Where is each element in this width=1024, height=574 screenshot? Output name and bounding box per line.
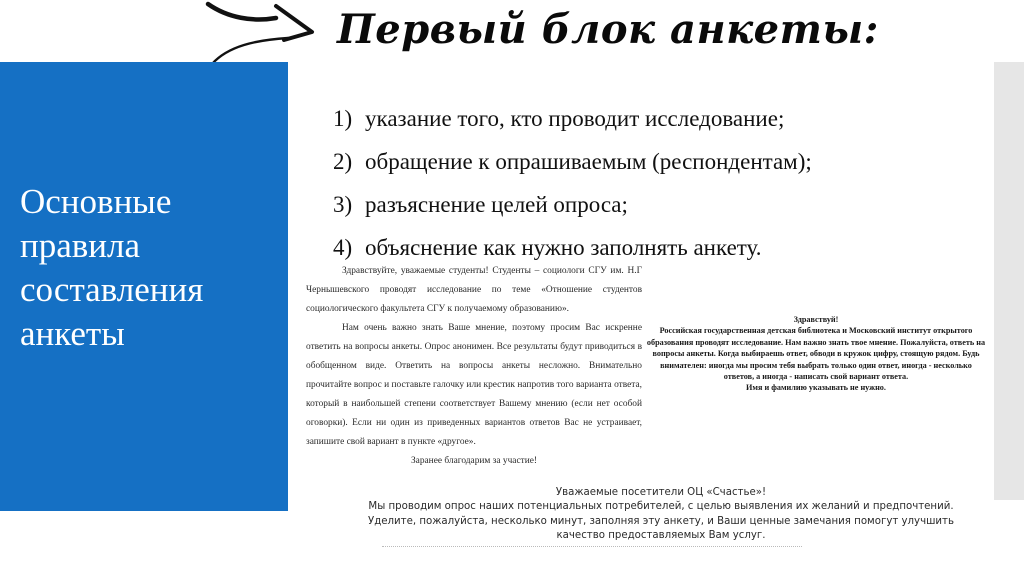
- rule-item: [333, 183, 812, 226]
- hand-drawn-arrow-icon: [198, 0, 318, 66]
- intro-line: Мы проводим опрос наших потенциальных потребителей, с целью выявления их желаний и предпочтений.: [368, 501, 954, 513]
- side-panel: [0, 62, 288, 511]
- heading-line: правила: [20, 226, 141, 265]
- rule-text: обращение к опрашиваемым (респондентам);: [365, 149, 812, 174]
- intro-greeting: Уважаемые посетители ОЦ «Счастье»!: [555, 487, 767, 498]
- intro-thanks: Заранее благодарим за участие!: [410, 456, 538, 466]
- side-panel-heading: [20, 180, 203, 356]
- intro-paragraph: Нам очень важно знать Ваше мнение, поэтому просим Вас искренне ответить на вопросы анкеты. Опрос анонимен. Все результаты будут приводиться в обобщенном виде. Ответить на вопросы анкеты несложно. Внимательно прочитайте вопрос и поставьте галочку или крестик напротив того варианта ответа, который в наибольшей степени соответствует Вашему мнению (если нет особой оговорки). Если ни один из приведенных вариантов ответов Вас не устраивает, запишите свой вариант в пункте «другое».: [306, 323, 642, 447]
- rule-item: [333, 97, 812, 140]
- heading-line: Основные: [20, 182, 172, 221]
- slide-title: Первый блок анкеты:: [337, 6, 879, 53]
- cropped-text-edge: [382, 546, 802, 553]
- intro-line: качество предоставляемых Вам услуг.: [556, 530, 766, 542]
- rule-number: 1): [333, 106, 353, 131]
- example-students-questionnaire-intro: [306, 262, 642, 471]
- intro-line: Уделите, пожалуйста, несколько минут, заполняя эту анкету, и Ваши ценные замечания помогут улучшить: [367, 515, 954, 527]
- example-center-questionnaire-intro: [362, 486, 960, 553]
- rule-number: 2): [333, 149, 353, 174]
- intro-paragraph: Здравствуйте, уважаемые студенты! Студенты – социологи СГУ им. Н.Г Чернышевского проводят исследование по теме «Отношение студентов социологического факультета СГУ к получаемому образованию».: [306, 266, 642, 314]
- intro-greeting: Здравствуй!: [793, 315, 839, 324]
- intro-body: Российская государственная детская библиотека и Московский институт открытого образования проводят исследование. Нам важно знать твое мнение. Пожалуйста, ответь на вопросы анкеты. Когда выбираешь ответ, обводи в кружок цифру, стоящую рядом. Будь внимателен: иногда мы просим тебя выбрать только один ответ, иногда - несколько ответов, а иногда - написать свой вариант ответа.: [646, 326, 986, 382]
- rule-item: [333, 140, 812, 183]
- heading-line: составления: [20, 270, 204, 309]
- example-library-questionnaire-intro: [645, 314, 987, 394]
- rule-text: разъяснение целей опроса;: [365, 192, 628, 217]
- rule-number: 4): [333, 235, 353, 260]
- decorative-side-bar: [994, 62, 1024, 500]
- rule-number: 3): [333, 192, 353, 217]
- heading-line: анкеты: [20, 314, 125, 353]
- rule-text: объяснение как нужно заполнять анкету.: [365, 235, 762, 260]
- rule-text: указание того, кто проводит исследование;: [365, 106, 785, 131]
- rules-list: [333, 97, 812, 269]
- intro-closing: Имя и фамилию указывать не нужно.: [746, 383, 886, 393]
